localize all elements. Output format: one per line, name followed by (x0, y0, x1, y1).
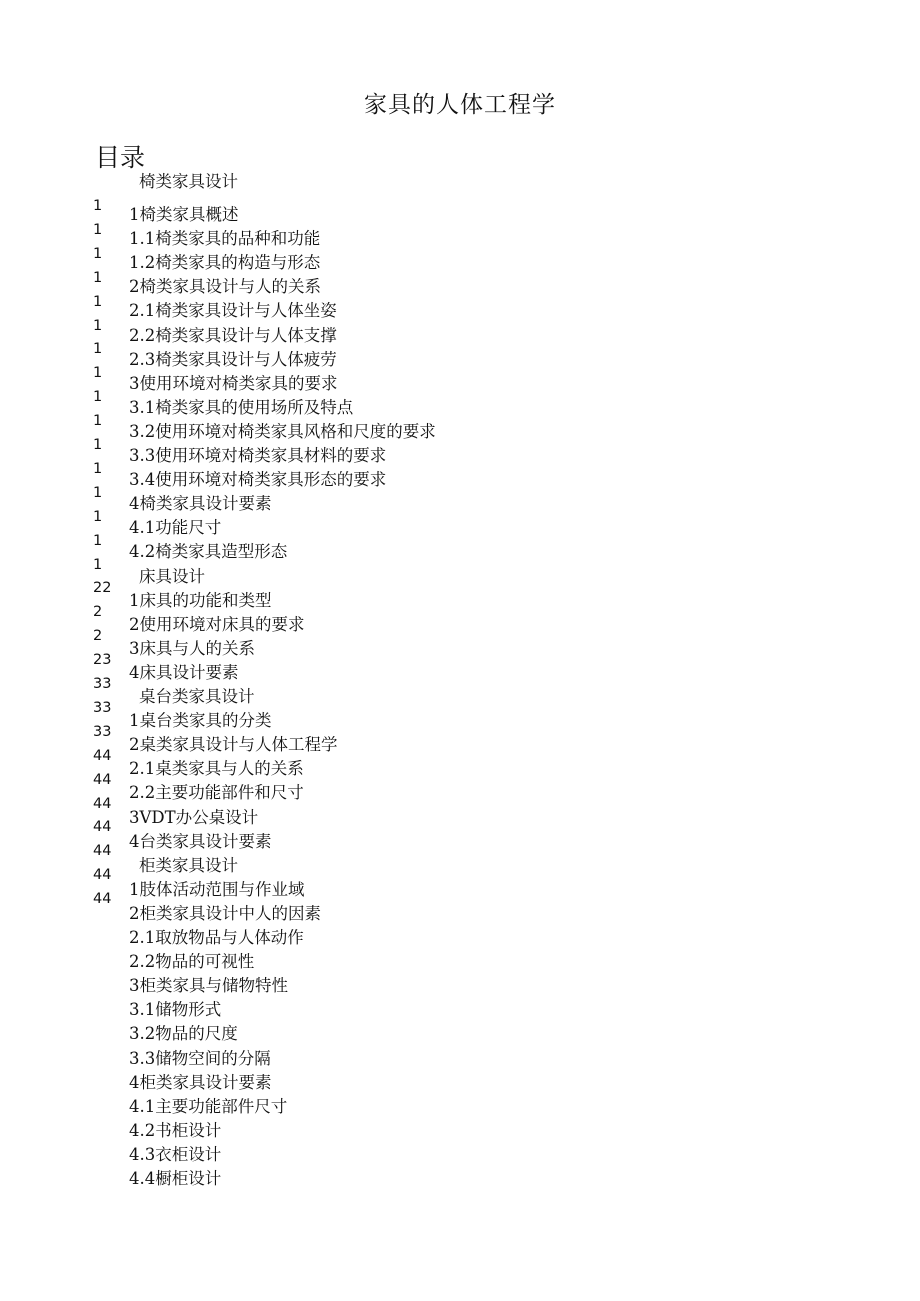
toc-section: 2.1桌类家具与人的关系 (129, 759, 304, 779)
toc-page-number: 1 (93, 413, 103, 430)
toc-section: 4椅类家具设计要素 (129, 494, 272, 514)
toc-section: 4台类家具设计要素 (129, 831, 272, 851)
toc-section: 4.3衣柜设计 (129, 1144, 222, 1164)
toc-section: 3.2使用环境对椅类家具风格和尺度的要求 (129, 421, 436, 441)
toc-section: 3VDT办公桌设计 (129, 807, 259, 827)
toc-chapter: 椅类家具设计 (139, 172, 238, 191)
toc-section: 2柜类家具设计中人的因素 (129, 903, 321, 923)
toc-page-number: 1 (93, 389, 103, 406)
toc-page-number: 1 (93, 221, 103, 238)
toc-page-number: 1 (93, 341, 103, 358)
toc-section: 1肢体活动范围与作业域 (129, 879, 305, 899)
toc-section: 3柜类家具与储物特性 (129, 976, 288, 996)
toc-section: 3.1储物形式 (129, 1000, 222, 1020)
toc-section: 4.2书柜设计 (129, 1120, 222, 1140)
toc-page-numbers (0, 0, 140, 1301)
toc-page-number: 44 (93, 867, 112, 884)
toc-section: 3.2物品的尺度 (129, 1024, 238, 1044)
toc-chapter: 柜类家具设计 (139, 855, 238, 875)
toc-page-number: 1 (93, 293, 103, 310)
toc-section: 1床具的功能和类型 (129, 590, 272, 610)
toc-section: 4.1主要功能部件尺寸 (129, 1096, 288, 1116)
toc-section: 1.2椅类家具的构造与形态 (129, 253, 321, 273)
toc-section: 2.1取放物品与人体动作 (129, 928, 304, 947)
toc-page-number: 22 (93, 580, 112, 597)
toc-page-number: 2 (93, 628, 103, 645)
toc-page-number: 44 (93, 819, 112, 836)
toc-section: 3.1椅类家具的使用场所及特点 (129, 397, 354, 417)
toc-section: 2.2椅类家具设计与人体支撑 (129, 325, 337, 345)
document-title: 家具的人体工程学 (364, 92, 556, 118)
toc-page-number: 1 (93, 460, 103, 477)
toc-section: 2.3椅类家具设计与人体疲劳 (129, 349, 337, 369)
toc-page-number: 44 (93, 747, 112, 764)
toc-section: 1桌台类家具的分类 (129, 711, 272, 731)
toc-heading: 目录 (95, 143, 146, 172)
toc-page-number: 1 (93, 484, 103, 501)
toc-page-number: 1 (93, 317, 103, 334)
toc-page-number: 33 (93, 699, 112, 716)
toc-page-number: 33 (93, 723, 112, 740)
toc-section: 2.2主要功能部件和尺寸 (129, 783, 304, 803)
toc-page-number: 44 (93, 843, 112, 860)
toc-section: 4.2椅类家具造型形态 (129, 542, 288, 562)
toc-page-number: 1 (93, 365, 103, 382)
toc-chapter: 床具设计 (139, 566, 205, 586)
toc-section: 2.2物品的可视性 (129, 952, 255, 972)
toc-section: 4.4橱柜设计 (129, 1169, 222, 1188)
toc-section: 2.1椅类家具设计与人体坐姿 (129, 301, 337, 321)
toc-page-number: 1 (93, 198, 103, 214)
toc-page-number: 23 (93, 652, 112, 669)
toc-section: 2椅类家具设计与人的关系 (129, 277, 321, 297)
toc-section: 3床具与人的关系 (129, 638, 255, 658)
toc-page-number: 1 (93, 245, 103, 262)
toc-section: 2桌类家具设计与人体工程学 (129, 735, 338, 755)
toc-page-number: 44 (93, 891, 112, 908)
toc-section: 3.3使用环境对椅类家具材料的要求 (129, 446, 387, 465)
toc-page-number: 44 (93, 795, 112, 812)
toc-page-number: 1 (93, 556, 103, 573)
toc-page-number: 1 (93, 437, 103, 453)
toc-section: 1.1椅类家具的品种和功能 (129, 229, 321, 249)
toc-section: 4床具设计要素 (129, 662, 239, 682)
toc-page-number: 2 (93, 604, 103, 621)
toc-page-number: 44 (93, 771, 112, 788)
toc-page-number: 1 (93, 269, 103, 286)
toc-section: 4柜类家具设计要素 (129, 1072, 272, 1092)
toc-page-number: 33 (93, 676, 112, 692)
toc-page-number: 1 (93, 508, 103, 525)
toc-section: 4.1功能尺寸 (129, 518, 222, 538)
toc-section: 1椅类家具概述 (129, 205, 239, 224)
toc-section: 3.4使用环境对椅类家具形态的要求 (129, 470, 387, 490)
toc-section: 3使用环境对椅类家具的要求 (129, 373, 338, 393)
toc-section: 2使用环境对床具的要求 (129, 614, 305, 634)
toc-page-number: 1 (93, 532, 103, 549)
toc-section: 3.3储物空间的分隔 (129, 1048, 271, 1068)
toc-chapter: 桌台类家具设计 (139, 687, 255, 706)
